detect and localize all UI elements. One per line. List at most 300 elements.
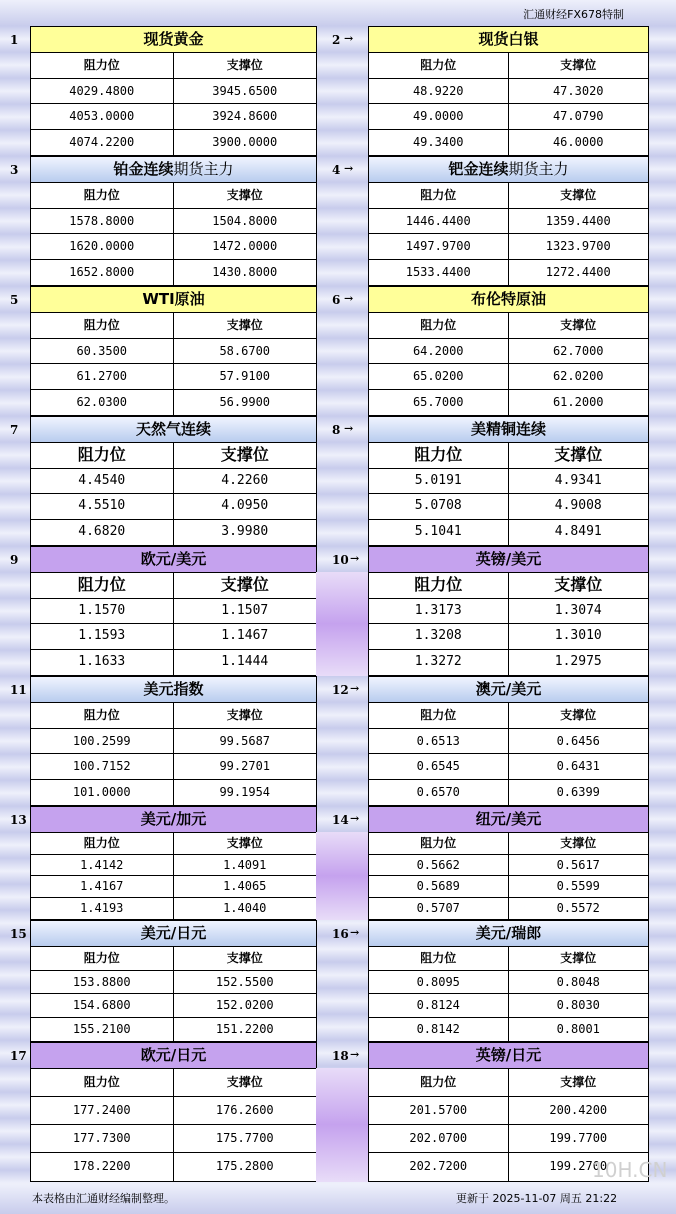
resistance-value: 64.2000 [369, 339, 509, 364]
support-value: 3.9980 [221, 523, 269, 539]
instrument-title [369, 27, 648, 53]
panel-number: 9 [10, 553, 19, 567]
resistance-value: 5.0708 [369, 494, 509, 519]
resistance-header: 阻力位 [31, 573, 174, 598]
level-row [31, 624, 316, 650]
resistance-value: 5.0191 [369, 469, 509, 494]
support-value: 152.0200 [215, 998, 274, 1012]
arrow-icon: → [350, 926, 360, 939]
support-value: 0.5599 [556, 879, 600, 893]
column-header-row [31, 313, 316, 339]
resistance-value: 201.5700 [369, 1097, 509, 1124]
support-value: 47.3020 [552, 83, 604, 98]
support-value: 0.5572 [556, 900, 600, 915]
level-row [369, 599, 648, 625]
resistance-value: 49.3400 [369, 130, 509, 156]
instrument-name: 欧元/日元 [140, 1046, 207, 1064]
level-row [369, 650, 648, 676]
support-value: 176.2600 [215, 1103, 274, 1117]
instrument-subtitle: 期货主力 [508, 160, 569, 178]
level-row [31, 898, 316, 920]
level-row [31, 130, 316, 156]
resistance-value: 202.0700 [369, 1125, 509, 1152]
column-header-row [369, 573, 648, 599]
instrument-panel [368, 546, 649, 676]
support-value: 1.2975 [554, 653, 602, 669]
column-header-row [31, 1069, 316, 1097]
support-header: 支撑位 [560, 836, 597, 850]
level-row [369, 898, 648, 920]
level-row [369, 1097, 648, 1125]
top-bar [0, 0, 676, 26]
support-value: 46.0000 [552, 134, 604, 149]
level-row [369, 624, 648, 650]
resistance-value: 1.1593 [31, 624, 174, 649]
instrument-name: 天然气连续 [135, 420, 211, 438]
instrument-title [31, 157, 316, 183]
instrument-name: 美精铜连续 [470, 420, 546, 438]
instrument-title [31, 807, 316, 833]
support-value: 62.7000 [552, 343, 604, 358]
panel-number: 17 [10, 1049, 27, 1063]
instrument-title [369, 547, 648, 573]
level-row [31, 1125, 316, 1153]
support-value: 4.2260 [221, 472, 269, 488]
support-value: 99.5687 [219, 733, 271, 748]
instrument-name: WTI原油 [142, 290, 205, 308]
level-row [369, 494, 648, 520]
support-value: 99.1954 [219, 784, 271, 799]
resistance-value: 1.4193 [31, 898, 174, 920]
resistance-header: 阻力位 [369, 573, 509, 598]
instrument-title [369, 157, 648, 183]
column-header-row [369, 703, 648, 729]
resistance-header: 阻力位 [31, 1069, 174, 1096]
arrow-icon: → [344, 162, 354, 175]
resistance-value: 178.2200 [31, 1153, 174, 1181]
resistance-value: 1652.8000 [31, 260, 174, 286]
instrument-title [369, 417, 648, 443]
column-header-row [31, 947, 316, 971]
support-header: 支撑位 [226, 951, 263, 965]
resistance-value: 1578.8000 [31, 209, 174, 234]
instrument-name: 布伦特原油 [470, 290, 546, 308]
panel-number: 14 [332, 813, 349, 827]
instrument-panel [30, 416, 317, 546]
resistance-value: 0.5662 [369, 855, 509, 876]
resistance-header: 阻力位 [31, 313, 174, 338]
panel-number: 2 [332, 33, 341, 47]
instrument-subtitle: 期货主力 [173, 160, 234, 178]
resistance-header: 阻力位 [369, 833, 509, 854]
arrow-icon: → [350, 1048, 360, 1061]
column-header-row [31, 443, 316, 469]
resistance-value: 101.0000 [31, 780, 174, 806]
panel-number: 15 [10, 927, 27, 941]
resistance-value: 4.4540 [31, 469, 174, 494]
resistance-value: 1.4167 [31, 876, 174, 897]
level-row [369, 971, 648, 995]
instrument-name: 美元/日元 [140, 924, 207, 942]
instrument-title [369, 921, 648, 947]
support-header: 支撑位 [560, 318, 597, 332]
support-value: 175.7700 [215, 1131, 274, 1145]
divider-column [316, 832, 368, 920]
level-row [369, 855, 648, 877]
resistance-value: 4074.2200 [31, 130, 174, 156]
instrument-name: 铂金连续 [113, 160, 174, 178]
level-row [31, 650, 316, 676]
panel-number: 6 [332, 293, 341, 307]
resistance-header: 阻力位 [31, 183, 174, 208]
support-header: 支撑位 [560, 951, 597, 965]
resistance-value: 49.0000 [369, 104, 509, 129]
panel-number: 7 [10, 423, 19, 437]
level-row [31, 339, 316, 365]
support-value: 99.2701 [219, 759, 271, 773]
support-value: 152.5500 [215, 974, 274, 989]
arrow-icon: → [350, 812, 360, 825]
instrument-name: 美元指数 [143, 680, 204, 698]
level-row [31, 1153, 316, 1181]
panel-number: 5 [10, 293, 19, 307]
instrument-panel [30, 286, 317, 416]
support-value: 47.0790 [552, 109, 604, 123]
level-row [31, 754, 316, 780]
resistance-value: 4.5510 [31, 494, 174, 519]
instrument-name: 现货黄金 [143, 30, 204, 48]
resistance-value: 100.7152 [31, 754, 174, 779]
support-value: 1.4065 [223, 879, 267, 893]
resistance-value: 100.2599 [31, 729, 174, 754]
instrument-panel [368, 286, 649, 416]
support-value: 0.8030 [556, 998, 600, 1012]
resistance-value: 177.7300 [31, 1125, 174, 1152]
level-row [31, 104, 316, 130]
instrument-title [31, 677, 316, 703]
resistance-value: 0.5707 [369, 898, 509, 920]
panel-number: 1 [10, 33, 19, 47]
support-value: 1.4091 [223, 857, 267, 872]
support-value: 1504.8000 [212, 213, 278, 228]
instrument-name: 纽元/美元 [475, 810, 542, 828]
column-header-row [369, 947, 648, 971]
instrument-title [31, 27, 316, 53]
instrument-name: 英镑/美元 [475, 550, 542, 568]
resistance-value: 5.1041 [369, 520, 509, 546]
instrument-title [369, 287, 648, 313]
resistance-value: 177.2400 [31, 1097, 174, 1124]
resistance-value: 1.3208 [369, 624, 509, 649]
resistance-value: 155.2100 [31, 1018, 174, 1042]
level-row [31, 390, 316, 416]
resistance-value: 1.4142 [31, 855, 174, 876]
support-value: 200.4200 [549, 1103, 608, 1117]
support-header: 支撑位 [226, 318, 263, 332]
level-row [31, 469, 316, 495]
resistance-header: 阻力位 [369, 53, 509, 78]
support-value: 1.1444 [221, 653, 269, 669]
resistance-value: 48.9220 [369, 79, 509, 104]
support-value: 62.0200 [552, 369, 604, 383]
resistance-value: 0.6513 [369, 729, 509, 754]
column-header-row [31, 53, 316, 79]
resistance-value: 1497.9700 [369, 234, 509, 259]
resistance-value: 61.2700 [31, 364, 174, 389]
level-row [369, 729, 648, 755]
instrument-panel [30, 920, 317, 1042]
resistance-value: 154.6800 [31, 994, 174, 1017]
level-row [369, 260, 648, 286]
support-value: 199.7700 [549, 1131, 608, 1145]
support-value: 4.9008 [554, 498, 602, 513]
column-header-row [369, 183, 648, 209]
instrument-name: 美元/加元 [140, 810, 207, 828]
resistance-value: 153.8800 [31, 971, 174, 994]
instrument-panel [368, 416, 649, 546]
support-header: 支撑位 [226, 836, 263, 850]
instrument-panel [30, 26, 317, 156]
level-row [31, 520, 316, 546]
column-header-row [31, 833, 316, 855]
support-value: 3924.8600 [212, 109, 278, 123]
column-header-row [369, 53, 648, 79]
resistance-value: 65.7000 [369, 390, 509, 416]
resistance-header: 阻力位 [31, 53, 174, 78]
level-row [369, 79, 648, 105]
level-row [369, 520, 648, 546]
instrument-title [369, 807, 648, 833]
support-value: 0.8048 [556, 974, 600, 989]
level-row [369, 234, 648, 260]
level-row [369, 390, 648, 416]
instrument-name: 澳元/美元 [475, 680, 542, 698]
resistance-value: 1533.4400 [369, 260, 509, 286]
resistance-value: 0.8142 [369, 1018, 509, 1042]
column-header-row [31, 573, 316, 599]
instrument-panel [368, 156, 649, 286]
instrument-name: 现货白银 [478, 30, 539, 48]
column-header-row [369, 443, 648, 469]
resistance-header: 阻力位 [369, 947, 509, 970]
support-value: 1.1507 [221, 602, 269, 618]
instrument-panel [30, 1042, 317, 1182]
resistance-value: 4053.0000 [31, 104, 174, 129]
support-header: 支撑位 [554, 575, 603, 594]
resistance-value: 0.6570 [369, 780, 509, 806]
instrument-name: 英镑/日元 [475, 1046, 542, 1064]
resistance-value: 0.8095 [369, 971, 509, 994]
level-row [31, 876, 316, 898]
level-row [31, 234, 316, 260]
level-row [369, 364, 648, 390]
resistance-value: 65.0200 [369, 364, 509, 389]
instrument-panel [30, 546, 317, 676]
instrument-panel [368, 806, 649, 920]
support-value: 61.2000 [552, 394, 604, 409]
resistance-value: 1.3173 [369, 599, 509, 624]
panel-number: 13 [10, 813, 27, 827]
level-row [369, 780, 648, 806]
level-row [369, 469, 648, 495]
support-header: 支撑位 [220, 445, 269, 464]
level-row [31, 364, 316, 390]
support-header: 支撑位 [226, 188, 263, 202]
support-header: 支撑位 [554, 445, 603, 464]
support-header: 支撑位 [560, 1075, 597, 1089]
instrument-panel [30, 676, 317, 806]
level-row [369, 130, 648, 156]
support-value: 56.9900 [219, 394, 271, 409]
resistance-header: 阻力位 [31, 703, 174, 728]
support-value: 0.8001 [556, 1021, 600, 1036]
support-header: 支撑位 [226, 708, 263, 722]
divider-column [316, 572, 368, 676]
resistance-value: 62.0300 [31, 390, 174, 416]
instrument-title [31, 921, 316, 947]
instrument-panel [368, 920, 649, 1042]
resistance-value: 202.7200 [369, 1153, 509, 1181]
panel-number: 10 [332, 553, 349, 567]
level-row [31, 1018, 316, 1042]
support-value: 0.6456 [556, 733, 600, 748]
resistance-value: 1.1570 [31, 599, 174, 624]
level-row [369, 1018, 648, 1042]
support-value: 175.2800 [215, 1159, 274, 1173]
support-value: 1472.0000 [212, 239, 278, 253]
resistance-header: 阻力位 [31, 833, 174, 854]
resistance-value: 0.8124 [369, 994, 509, 1017]
resistance-header: 阻力位 [369, 1069, 509, 1096]
column-header-row [369, 833, 648, 855]
level-row [369, 754, 648, 780]
support-header: 支撑位 [560, 58, 597, 72]
instrument-title [31, 417, 316, 443]
arrow-icon: → [344, 422, 354, 435]
watermark: 10H.CN [592, 1158, 668, 1182]
footer-note: 本表格由汇通财经编制整理。 [32, 1192, 175, 1205]
support-value: 1.3010 [554, 628, 602, 643]
divider-column [316, 1068, 368, 1182]
level-row [369, 876, 648, 898]
resistance-header: 阻力位 [31, 443, 174, 468]
support-value: 151.2200 [215, 1021, 274, 1036]
column-header-row [31, 703, 316, 729]
support-header: 支撑位 [226, 58, 263, 72]
panel-number: 11 [10, 683, 27, 697]
support-value: 0.6399 [556, 784, 600, 799]
level-row [31, 994, 316, 1018]
resistance-value: 1446.4400 [369, 209, 509, 234]
support-value: 3945.6500 [212, 83, 278, 98]
panel-number: 3 [10, 163, 19, 177]
level-row [31, 79, 316, 105]
support-value: 1323.9700 [545, 239, 611, 253]
level-row [31, 209, 316, 235]
level-row [369, 994, 648, 1018]
level-row [31, 494, 316, 520]
panel-number: 18 [332, 1049, 349, 1063]
instrument-name: 美元/瑞郎 [475, 924, 542, 942]
arrow-icon: → [350, 552, 360, 565]
support-header: 支撑位 [560, 708, 597, 722]
instrument-title [31, 287, 316, 313]
support-value: 0.5617 [556, 857, 600, 872]
support-value: 1.1467 [221, 628, 269, 643]
resistance-value: 4.6820 [31, 520, 174, 546]
panel-number: 16 [332, 927, 349, 941]
instrument-name: 欧元/美元 [140, 550, 207, 568]
support-value: 4.9341 [554, 472, 602, 488]
support-value: 1.3074 [554, 602, 602, 618]
resistance-value: 1.1633 [31, 650, 174, 676]
level-row [31, 729, 316, 755]
support-value: 3900.0000 [212, 134, 278, 149]
level-row [31, 780, 316, 806]
resistance-header: 阻力位 [369, 443, 509, 468]
resistance-value: 0.6545 [369, 754, 509, 779]
footer [0, 1184, 676, 1214]
arrow-icon: → [344, 32, 354, 45]
instrument-name: 钯金连续 [448, 160, 509, 178]
resistance-value: 1.3272 [369, 650, 509, 676]
support-header: 支撑位 [226, 1075, 263, 1089]
column-header-row [369, 1069, 648, 1097]
panel-number: 4 [332, 163, 341, 177]
instrument-panel [368, 26, 649, 156]
support-value: 1.4040 [223, 900, 267, 915]
resistance-value: 1620.0000 [31, 234, 174, 259]
update-time: 更新于 2025-11-07 周五 21:22 [456, 1192, 618, 1205]
support-header: 支撑位 [220, 575, 269, 594]
level-row [31, 260, 316, 286]
support-value: 1359.4400 [545, 213, 611, 228]
level-row [31, 971, 316, 995]
level-row [369, 339, 648, 365]
arrow-icon: → [350, 682, 360, 695]
resistance-value: 0.5689 [369, 876, 509, 897]
resistance-header: 阻力位 [369, 183, 509, 208]
panel-number: 8 [332, 423, 341, 437]
support-header: 支撑位 [560, 188, 597, 202]
support-value: 4.8491 [554, 523, 602, 539]
resistance-value: 60.3500 [31, 339, 174, 364]
level-row [31, 855, 316, 877]
support-value: 1430.8000 [212, 264, 278, 279]
resistance-header: 阻力位 [369, 703, 509, 728]
instrument-title [31, 1043, 316, 1069]
resistance-header: 阻力位 [31, 947, 174, 970]
support-value: 0.6431 [556, 759, 600, 773]
column-header-row [369, 313, 648, 339]
support-value: 58.6700 [219, 343, 271, 358]
level-row [31, 1097, 316, 1125]
arrow-icon: → [344, 292, 354, 305]
instrument-panel [30, 806, 317, 920]
brand-label: 汇通财经FX678特制 [523, 8, 624, 21]
instrument-title [369, 1043, 648, 1069]
level-row [369, 104, 648, 130]
level-row [31, 599, 316, 625]
resistance-value: 4029.4800 [31, 79, 174, 104]
instrument-title [369, 677, 648, 703]
support-value: 199.2700 [549, 1159, 608, 1173]
support-value: 1272.4400 [545, 264, 611, 279]
resistance-header: 阻力位 [369, 313, 509, 338]
level-row [369, 209, 648, 235]
instrument-panel [368, 676, 649, 806]
instrument-panel [30, 156, 317, 286]
